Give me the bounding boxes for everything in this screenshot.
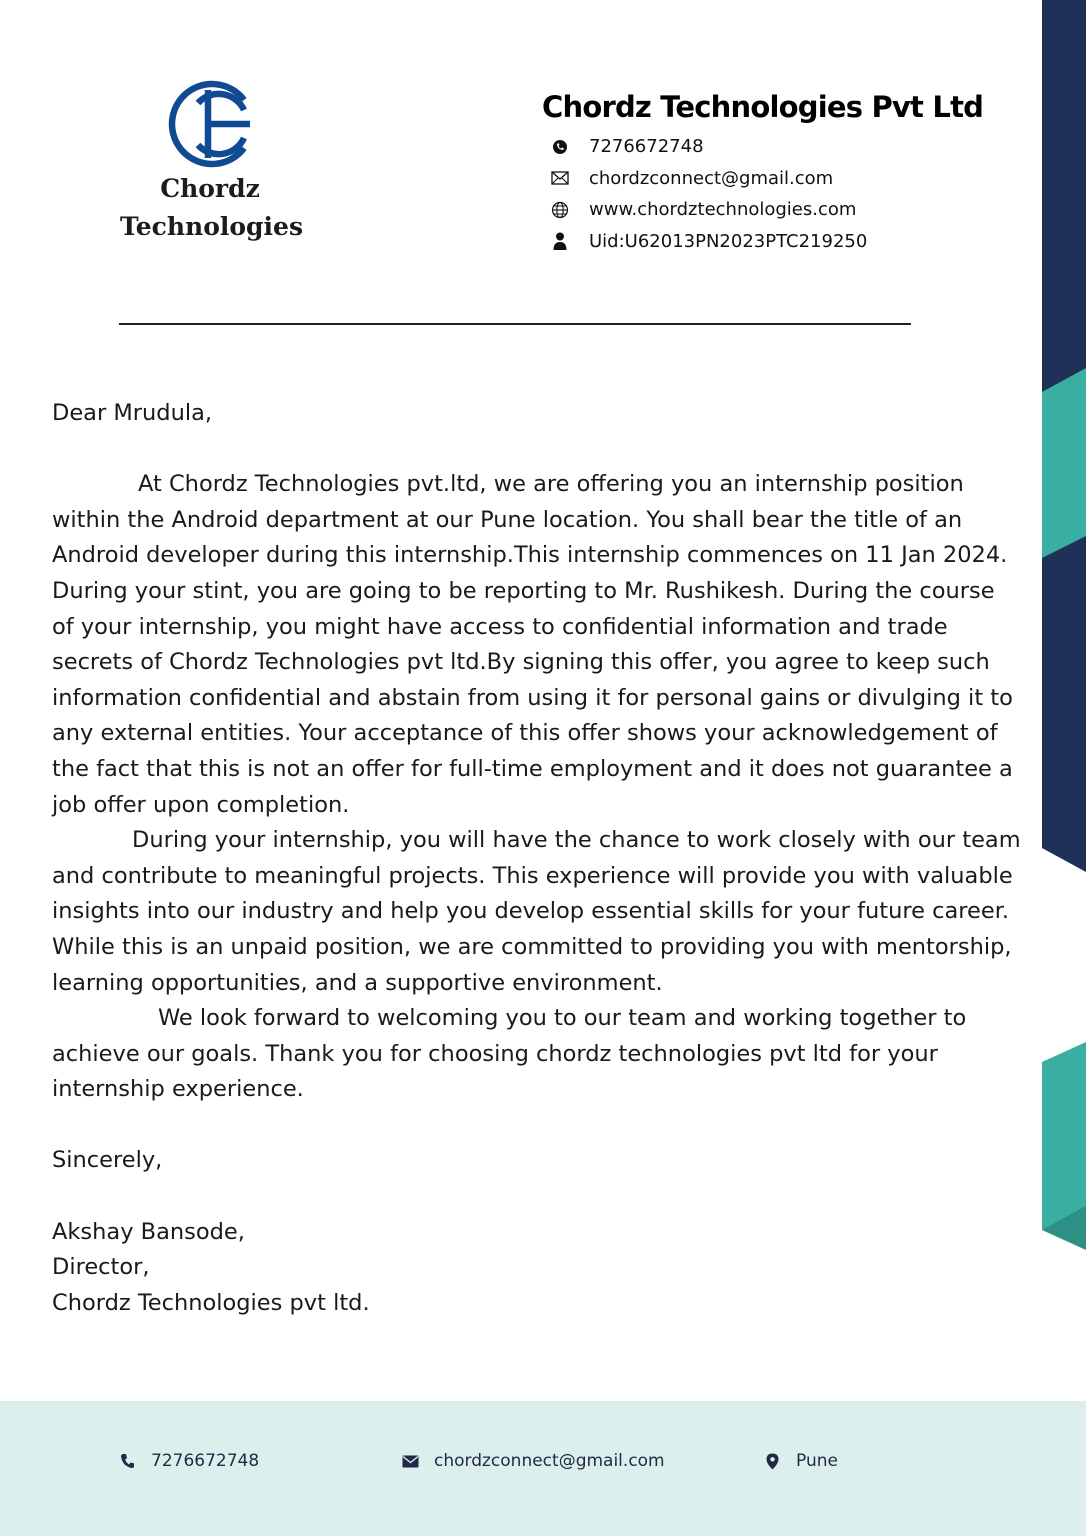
envelope-icon: [401, 1452, 419, 1470]
globe-icon: [548, 200, 572, 220]
footer: [0, 1401, 1086, 1536]
footer-location: [763, 1451, 838, 1471]
mail-icon: [548, 168, 572, 188]
contact-phone-text: 7276672748: [589, 136, 704, 158]
signer-name: Akshay Bansode,: [52, 1218, 245, 1245]
spacer: [52, 432, 1022, 468]
company-logo: [120, 78, 304, 258]
phone-handset-icon: [118, 1452, 136, 1470]
contact-uid: [548, 226, 867, 258]
side-decoration: [1042, 0, 1086, 1536]
spacer: [52, 1179, 1022, 1215]
logo-text-line1: Chordz: [160, 174, 260, 203]
signer-title: Director,: [52, 1254, 150, 1281]
person-icon: [548, 231, 572, 251]
map-pin-icon: [763, 1452, 781, 1470]
logo-text-line2: Technologies: [120, 212, 304, 241]
logo-mark-icon: [164, 78, 256, 170]
header-divider: [119, 323, 911, 325]
phone-icon: [548, 137, 572, 157]
salutation: Dear Mrudula,: [52, 400, 213, 426]
contact-email: [548, 163, 867, 195]
contact-website-text: www.chordztechnologies.com: [589, 199, 857, 221]
contact-email-text: chordzconnect@gmail.com: [589, 167, 834, 189]
closing: Sincerely,: [52, 1147, 163, 1174]
footer-phone-text: 7276672748: [151, 1451, 260, 1471]
spacer: [52, 1108, 1022, 1144]
footer-location-text: Pune: [796, 1451, 838, 1471]
letter-body: [52, 396, 1022, 1321]
signer-company: Chordz Technologies pvt ltd.: [52, 1289, 370, 1316]
header-contact-list: [548, 131, 867, 257]
footer-phone: [118, 1451, 259, 1471]
footer-email: [401, 1451, 665, 1471]
contact-uid-text: Uid:U62013PN2023PTC219250: [589, 230, 868, 252]
paragraph-offer: At Chordz Technologies pvt.ltd, we are offering you an internship position within the Android department at our Pune location. You shall bear the title of an Android developer during this internship.This internship commences on 11 Jan 2024. During your stint, you are going to be reporting to Mr. Rushikesh. During the course of your internship, you might have access to confidential information and trade secrets of Chordz Technologies pvt ltd.By signing this offer, you agree to keep such information confidential and abstain from using it for personal gains or divulging it to any external entities. Your acceptance of this offer shows your acknowledgement of the fact that this is not an offer for full-time employment and it does not guarantee a job offer upon completion.: [52, 471, 1013, 818]
footer-email-text: chordzconnect@gmail.com: [434, 1451, 665, 1471]
contact-phone: [548, 131, 867, 163]
paragraph-welcome: We look forward to welcoming you to our team and working together to achieve our goals. Thank you for choosing chordz technologies pvt ltd for your internship experience.: [52, 1005, 967, 1103]
paragraph-experience: During your internship, you will have the chance to work closely with our team and contribute to meaningful projects. This experience will provide you with valuable insights into our industry and help you develop essential skills for your future career. While this is an unpaid position, we are committed to providing you with mentorship, learning opportunities, and a supportive environment.: [52, 827, 1021, 996]
contact-website: [548, 194, 867, 226]
company-name: Chordz Technologies Pvt Ltd: [542, 90, 984, 124]
